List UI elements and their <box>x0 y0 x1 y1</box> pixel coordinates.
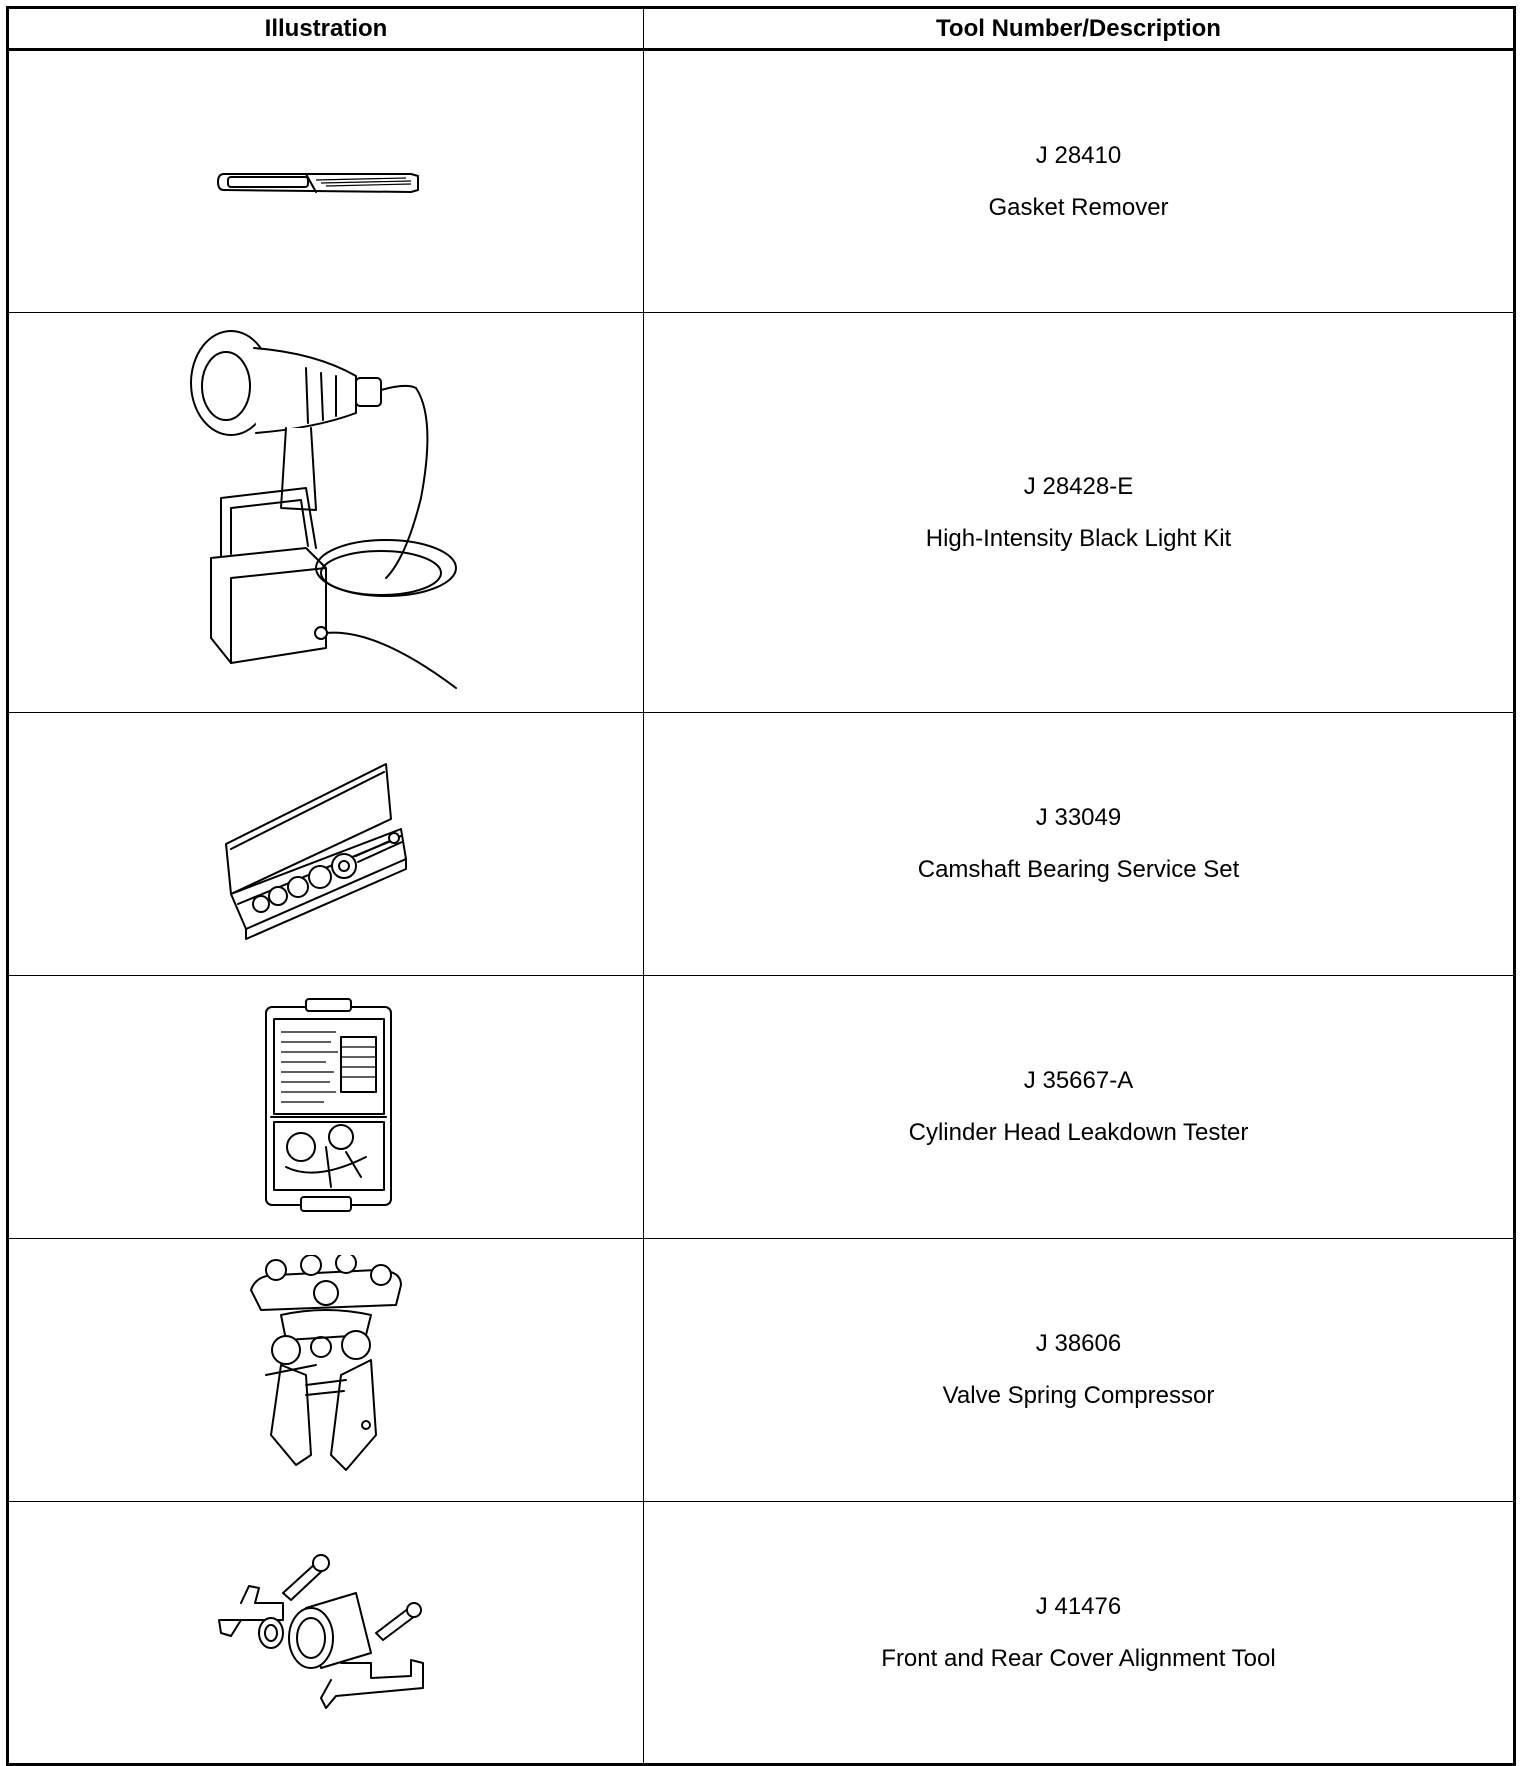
table-row <box>8 50 1515 313</box>
valve-spring-compressor-icon <box>236 1255 416 1485</box>
column-header-description: Tool Number/Description <box>644 8 1515 50</box>
illustration-cell <box>8 713 644 976</box>
cover-alignment-tool-icon <box>211 1548 441 1718</box>
illustration-cell <box>8 1502 644 1765</box>
tool-name: High-Intensity Black Light Kit <box>925 524 1232 552</box>
special-tools-table <box>6 6 1516 1766</box>
table-row <box>8 1239 1515 1502</box>
tool-name: Camshaft Bearing Service Set <box>917 856 1240 883</box>
gasket-remover-icon <box>206 152 446 212</box>
illustration-cell <box>8 50 644 313</box>
illustration-cell <box>8 976 644 1239</box>
tool-description-cell <box>644 50 1515 313</box>
illustration-cell <box>8 1239 644 1502</box>
table-row <box>8 976 1515 1239</box>
tool-description-cell <box>644 313 1515 713</box>
black-light-kit-icon <box>176 328 476 698</box>
tool-number: J 28428-E <box>1023 472 1134 500</box>
tool-name: Gasket Remover <box>988 193 1169 221</box>
table-row <box>8 713 1515 976</box>
tool-description-cell <box>644 1502 1515 1765</box>
table-row <box>8 1502 1515 1765</box>
table-row <box>8 313 1515 713</box>
tool-number: J 33049 <box>1035 804 1122 831</box>
tool-number: J 28410 <box>1035 141 1122 169</box>
tool-name: Cylinder Head Leakdown Tester <box>908 1119 1249 1146</box>
illustration-cell <box>8 313 644 713</box>
table-header-row <box>8 8 1515 50</box>
tool-name: Front and Rear Cover Alignment Tool <box>881 1644 1276 1672</box>
camshaft-bearing-set-icon <box>206 744 446 944</box>
tool-number: J 38606 <box>1035 1330 1122 1357</box>
tool-description-cell <box>644 713 1515 976</box>
tool-description-cell <box>644 976 1515 1239</box>
tool-number: J 35667-A <box>1023 1067 1134 1094</box>
column-header-illustration: Illustration <box>8 8 644 50</box>
tool-description-cell <box>644 1239 1515 1502</box>
leakdown-tester-icon <box>246 997 406 1217</box>
tool-name: Valve Spring Compressor <box>942 1382 1215 1409</box>
tool-number: J 41476 <box>1035 1592 1122 1620</box>
